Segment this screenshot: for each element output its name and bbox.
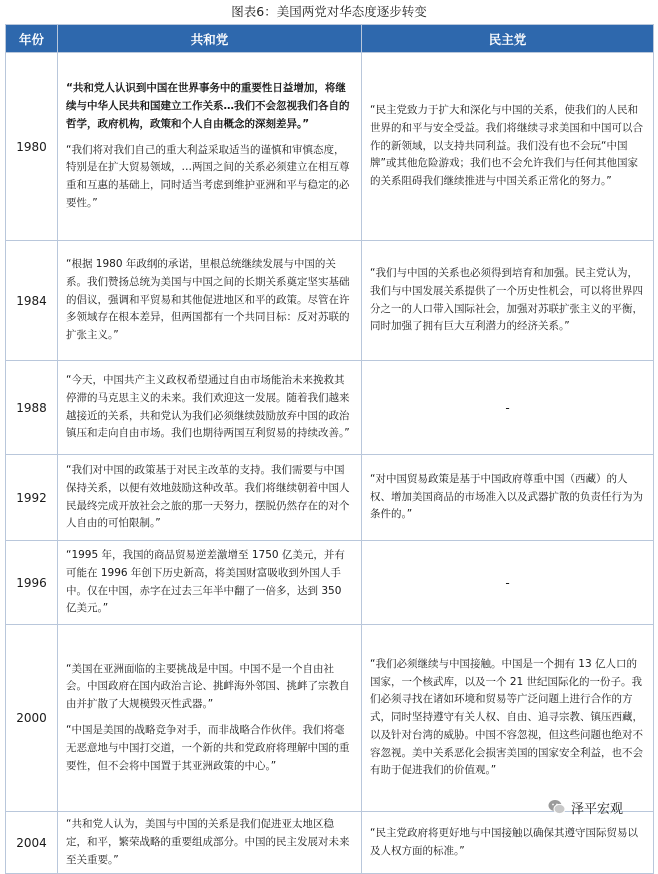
table-body — [6, 53, 654, 874]
table-row — [6, 455, 654, 541]
republican-statement: “我们对中国的政策基于对民主改革的支持。我们需要与中国保持关系，以便有效地鼓励这种改革。我们将继续朝着中国人民最终完成开放社会之旅的那一天努力，摆脱仍然存在的对个人自由的可怕限制。” — [66, 463, 350, 530]
democratic-statement: “民主党政府将更好地与中国接触以确保其遵守国际贸易以及人权方面的标准。” — [370, 826, 638, 857]
democratic-statement: “对中国贸易政策是基于中国政府尊重中国（西藏）的人权、增加美国商品的市场准入以及武器扩散的负责任行为为条件的。” — [370, 472, 643, 521]
year-cell: 1980 — [6, 53, 58, 241]
year-cell: 2000 — [6, 625, 58, 812]
table-row — [6, 625, 654, 812]
democratic-cell — [362, 812, 654, 874]
republican-cell — [58, 53, 362, 241]
democratic-cell — [362, 53, 654, 241]
democratic-cell — [362, 625, 654, 812]
republican-cell — [58, 241, 362, 361]
header-year: 年份 — [6, 25, 58, 53]
democratic-statement: - — [505, 400, 510, 415]
wechat-icon — [548, 798, 566, 816]
republican-statement: “今天，中国共产主义政权希望通过自由市场能治未来挽救其停滞的马克思主义的未来。我们欢迎这一发展。随着我们越来越接近的关系，共和党认为我们必须继续鼓励放弃中国的政治镇压和走向自由市场。我们也期待两国互利贸易的持续改善。” — [66, 373, 350, 440]
year-cell: 2004 — [6, 812, 58, 874]
republican-statement: “共和党人认识到中国在世界事务中的重要性日益增加，将继续与中华人民共和国建立工作关系…我们不会忽视我们各自的哲学，政府机构，政策和个人自由概念的深刻差异。” — [66, 82, 350, 130]
democratic-statement: - — [505, 575, 510, 590]
year-cell: 1984 — [6, 241, 58, 361]
year-cell: 1992 — [6, 455, 58, 541]
republican-statement: “共和党人认为，美国与中国的关系是我们促进亚太地区稳定，和平，繁荣战略的重要组成部分。中国的民主发展对未来至关重要。” — [66, 818, 350, 866]
democratic-cell — [362, 541, 654, 625]
democratic-statement: “民主党致力于扩大和深化与中国的关系，使我们的人民和世界的和平与安全受益。我们将继续寻求美国和中国可以合作的新领域，以支持共同利益。我们没有也不会玩“中国牌”或其他危险游戏；我们也不会允许我们与任何其他国家的关系阻碍我们继续推进与中国关系正常化的努力。” — [370, 104, 643, 188]
republican-cell — [58, 625, 362, 812]
header-democratic: 民主党 — [362, 25, 654, 53]
table-row — [6, 541, 654, 625]
democratic-statement: “我们必须继续与中国接触。中国是一个拥有 13 亿人口的国家，一个核武库，以及一个 21 世纪国际化的一份子。我们必须寻找在诸如环境和贸易等广泛问题上进行合作的方式，同时坚持遵守有关人权、自由、追寻宗教、镇压西藏，以及针对台湾的威胁。中国不容忽视，但这些问题也绝对不容忽视。美中关系恶化会损害美国的国家安全利益，也不会有助于促进我们的价值观。” — [370, 657, 643, 777]
year-cell: 1988 — [6, 361, 58, 455]
democratic-cell — [362, 241, 654, 361]
democratic-cell — [362, 361, 654, 455]
republican-statement: “中国是美国的战略竞争对手，而非战略合作伙伴。我们将毫无恶意地与中国打交道，一个新的共和党政府将理解中国的重要性，但不会将中国置于其亚洲政策的中心。” — [66, 724, 350, 772]
republican-statement: “美国在亚洲面临的主要挑战是中国。中国不是一个自由社会。中国政府在国内政治言论、挑衅海外邻国、挑衅了宗教自由并扩散了大规模毁灭性武器。” — [66, 662, 350, 711]
table-row — [6, 361, 654, 455]
democratic-statement: “我们与中国的关系也必须得到培育和加强。民主党认为，我们与中国发展关系提供了一个历史性机会，可以将世界四分之一的人口带入国际社会，加强对苏联扩张主义的平衡，同时加强了拥有巨大互利潜力的经济关系。” — [370, 266, 643, 333]
table-row — [6, 812, 654, 874]
table-row — [6, 241, 654, 361]
year-cell: 1996 — [6, 541, 58, 625]
header-republican: 共和党 — [58, 25, 362, 53]
figure-title: 图表6：美国两党对华态度逐步转变 — [231, 4, 427, 19]
democratic-cell — [362, 455, 654, 541]
attitude-table — [5, 24, 654, 874]
table-row — [6, 53, 654, 241]
table-header-row — [6, 25, 654, 53]
watermark-text: 泽平宏观 — [571, 801, 624, 817]
republican-cell — [58, 541, 362, 625]
republican-cell — [58, 455, 362, 541]
republican-statement: “根据 1980 年政纲的承诺，里根总统继续发展与中国的关系。我们赞扬总统为美国与中国之间的长期关系奠定坚实基础的倡议，强调和平贸易和其他促进地区和平的政策。尽管在许多领域存在根本差异，但两国都有一个共同目标：反对苏联的扩张主义。” — [66, 258, 350, 342]
republican-statement: “我们将对我们自己的重大利益采取适当的谨慎和审慎态度，特别是在扩大贸易领域，…两国之间的关系必须建立在相互尊重和互惠的基础上，同时适当考虑到维护亚洲和平与稳定的必要性。” — [66, 143, 350, 209]
watermark — [548, 796, 652, 818]
republican-statement: “1995 年，我国的商品贸易逆差激增至 1750 亿美元，并有可能在 1996 年创下历史新高，将美国财富吸收到外国人手中。仅在中国，赤字在过去三年半中翻了一倍多，达到 350 亿美元。” — [66, 548, 345, 615]
republican-cell — [58, 361, 362, 455]
republican-cell — [58, 812, 362, 874]
